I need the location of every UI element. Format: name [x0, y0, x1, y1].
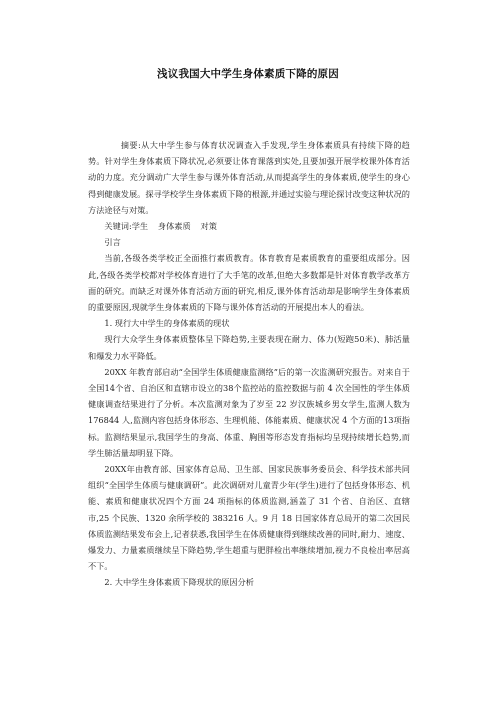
section-1-heading: 1. 现行大中学生的身体素质的现状 [104, 318, 230, 329]
keywords-line [88, 218, 410, 234]
section-1-paragraph: 现行大众学生身体素质整体呈下降趋势,主要表现在耐力、体力(短跑50米)、肺活量和爆发力水平降低。 [88, 334, 410, 361]
section-2-heading: 2. 大中学生身体素质下降现状的原因分析 [104, 577, 254, 588]
keyword-item: 对策 [200, 221, 217, 232]
intro-heading: 引言 [104, 237, 121, 248]
section-1-paragraph: 20XX年由教育部、国家体育总局、卫生部、国家民族事务委员会、科学技术部共同组织“全国学生体质与健康调研”。此次调研对儿童青少年(学生)进行了包括身体形态、机能、素质和健康状况四个方面 24 项指标的体质监测,涵盖了 31 个省、自治区、直辖市,25 个民族、1320 余所学校的 383216 人。9 月 18 日国家体育总局开的第二次国民体质监测结果发布会上,记者获悉,我国学生在体质健康得到继续改善的同时,耐力、速度、爆发力、力量素质继续呈下降趋势,学生超重与肥胖检出率继续增加,视力不良检出率居高不下。 [88, 464, 410, 572]
intro-paragraph: 当前,各级各类学校正全面推行素质教育。体育教育是素质教育的重要组成部分。因此,各级各类学校都对学校体育进行了大手笔的改革,但绝大多数都是针对体育教学改革方面的研究。而缺乏对课外体育活动方面的研究,相反,课外体育活动却是影响学生身体素质的重要原因,现就学生身体素质的下降与课外体育活动的开展提出本人的看法。 [88, 253, 410, 313]
document-body [88, 137, 410, 591]
keyword-item: 身体素质 [157, 221, 191, 232]
document-title: 浅议我国大中学生身体素质下降的原因 [157, 68, 339, 80]
section-1-paragraph: 20XX 年教育部启动“全国学生体质健康监测络”后的第一次监测研究报告。对来自于全国14个省、自治区和直辖市设立的38个监控站的监控数据与前 4 次全国性的学生体质健康调查结果进行了分析。本次监测对象为了岁至 22 岁汉族城乡男女学生,监测人数为 176844 人,监测内容包括身体形态、生理机能、体能素质、健康状况 4 个方面的13项指标。监测结果显示,我国学生的身高、体重、胸围等形态发育指标均呈现持续增长趋势,而学生肺活量却明显下降。 [88, 366, 410, 458]
abstract-paragraph: 摘要:从大中学生参与体育状况调查入手发现,学生身体素质具有持续下降的趋势。针对学生身体素质下降状况,必须要让体育课落到实处,且要加强开展学校课外体育活动的力度。充分调动广大学生参与课外体育活动,从而提高学生的身体素质,使学生的身心得到健康发展。探寻学校学生身体素质下降的根源,并通过实验与理论探讨改变这种状况的方法途径与对策。 [88, 140, 410, 215]
keywords-label: 关键词:学生 [104, 221, 149, 232]
